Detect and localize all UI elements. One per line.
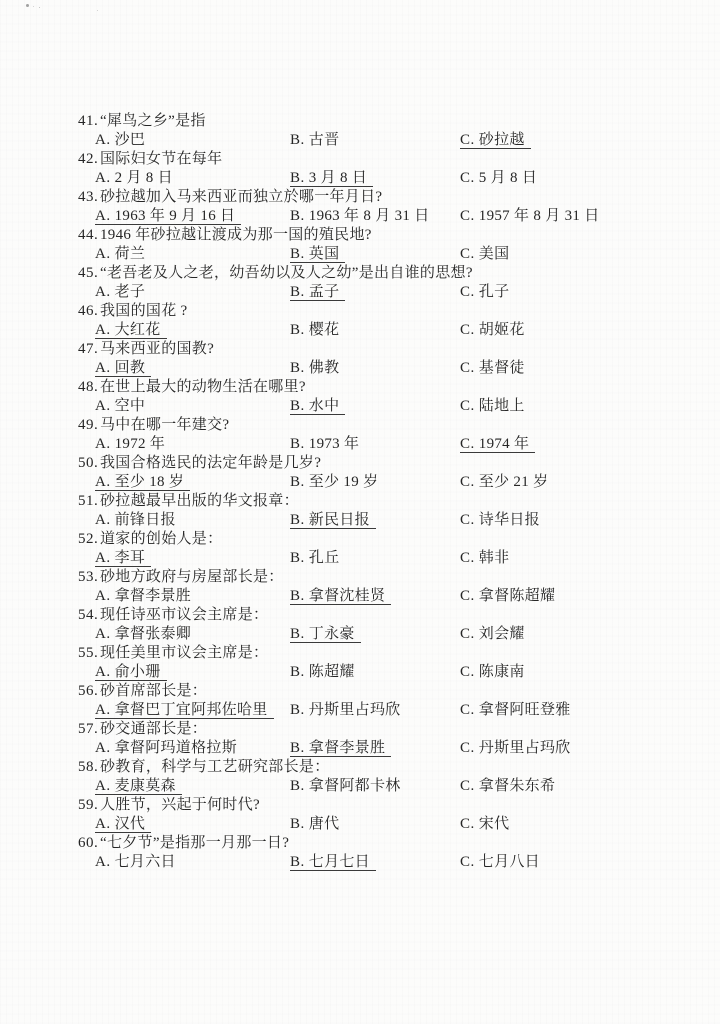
question-item [0, 416, 720, 454]
option-c-text: 5 月 8 日 [478, 170, 538, 186]
question-text: 马中在哪一年建交? [100, 417, 230, 433]
question-item [0, 606, 720, 644]
option-b-text: 1963 年 8 月 31 日 [308, 208, 430, 224]
options-row [0, 511, 720, 530]
options-row [0, 549, 720, 568]
option-a [95, 207, 290, 226]
option-c [460, 321, 720, 340]
question-item [0, 340, 720, 378]
option-c [460, 245, 720, 264]
option-b-label: B. [290, 474, 305, 490]
question-line [0, 188, 720, 207]
question-number: 56. [78, 683, 99, 699]
option-b [290, 321, 460, 340]
question-text: 砂拉越加入马来西亚而独立於哪一年月日? [100, 189, 383, 205]
option-b-label: B. [290, 702, 305, 718]
option-a [95, 587, 290, 606]
option-b-text: 陈超耀 [308, 664, 355, 680]
option-a-label: A. [95, 246, 111, 262]
question-text: 砂拉越最早出版的华文报章： [100, 493, 299, 509]
question-text: “犀鸟之乡”是指 [100, 113, 206, 129]
option-b-text: 拿督李景胜 [308, 740, 386, 756]
option-a-label: A. [95, 550, 111, 566]
option-a-text: 至少 18 岁 [114, 474, 185, 490]
option-b [290, 625, 460, 644]
option-b [290, 511, 460, 530]
question-line [0, 302, 720, 321]
question-text: 现任美里市议会主席是： [100, 645, 269, 661]
option-a [95, 283, 290, 302]
option-c-label: C. [460, 246, 475, 262]
option-b-label: B. [290, 246, 305, 262]
option-c-text: 宋代 [478, 816, 510, 832]
option-c-text: 诗华日报 [478, 512, 540, 528]
option-b-label: B. [290, 626, 305, 642]
option-b-text: 拿督阿都卡林 [308, 778, 401, 794]
question-number: 54. [78, 607, 99, 623]
question-line [0, 758, 720, 777]
option-a-label: A. [95, 740, 111, 756]
question-number: 59. [78, 797, 99, 813]
options-row [0, 245, 720, 264]
options-row [0, 587, 720, 606]
question-line [0, 644, 720, 663]
option-c [460, 777, 720, 796]
question-number: 57. [78, 721, 99, 737]
option-a [95, 853, 290, 872]
option-c-text: 1974 年 [478, 436, 530, 452]
option-c-label: C. [460, 854, 475, 870]
option-a-text: 麦康莫森 [114, 778, 176, 794]
question-item [0, 796, 720, 834]
option-c-label: C. [460, 436, 475, 452]
question-text: 在世上最大的动物生活在哪里? [100, 379, 306, 395]
question-item [0, 758, 720, 796]
question-number: 50. [78, 455, 99, 471]
option-c [460, 587, 720, 606]
option-b-text: 唐代 [308, 816, 340, 832]
option-b [290, 397, 460, 416]
question-item [0, 834, 720, 872]
option-a-label: A. [95, 854, 111, 870]
option-c-text: 美国 [478, 246, 510, 262]
option-a-text: 拿督阿玛道格拉斯 [114, 740, 237, 756]
question-line [0, 606, 720, 625]
option-c [460, 701, 720, 720]
option-c-label: C. [460, 170, 475, 186]
question-line [0, 226, 720, 245]
option-a-label: A. [95, 778, 111, 794]
question-line [0, 568, 720, 587]
option-b [290, 701, 460, 720]
option-b-label: B. [290, 588, 305, 604]
option-a-text: 老子 [114, 284, 146, 300]
option-a-label: A. [95, 398, 111, 414]
question-line [0, 340, 720, 359]
options-row [0, 777, 720, 796]
option-a [95, 663, 290, 682]
question-text: 砂首席部长是： [100, 683, 208, 699]
question-number: 58. [78, 759, 99, 775]
question-line [0, 264, 720, 283]
options-row [0, 169, 720, 188]
option-a-text: 回教 [114, 360, 146, 376]
option-b-label: B. [290, 664, 305, 680]
option-a-label: A. [95, 322, 111, 338]
option-a [95, 435, 290, 454]
option-a [95, 131, 290, 150]
question-list [0, 112, 720, 872]
option-c-label: C. [460, 284, 475, 300]
option-b-label: B. [290, 208, 305, 224]
option-b-label: B. [290, 436, 305, 452]
option-c-text: 丹斯里占玛欣 [478, 740, 571, 756]
options-row [0, 359, 720, 378]
option-c-text: 孔子 [478, 284, 510, 300]
options-row [0, 131, 720, 150]
options-row [0, 739, 720, 758]
question-item [0, 530, 720, 568]
option-b-label: B. [290, 816, 305, 832]
option-b [290, 131, 460, 150]
option-a-text: 七月六日 [114, 854, 176, 870]
option-a-text: 1972 年 [114, 436, 166, 452]
option-a-label: A. [95, 474, 111, 490]
question-number: 49. [78, 417, 99, 433]
option-a-text: 拿督巴丁宜阿邦佐哈里 [114, 702, 268, 718]
question-number: 45. [78, 265, 99, 281]
option-a [95, 701, 290, 720]
option-c-text: 韩非 [478, 550, 510, 566]
option-a-label: A. [95, 626, 111, 642]
option-a-text: 汉代 [114, 816, 146, 832]
option-c-label: C. [460, 816, 475, 832]
question-item [0, 302, 720, 340]
option-c [460, 207, 720, 226]
option-c [460, 815, 720, 834]
option-b-label: B. [290, 398, 305, 414]
option-b [290, 245, 460, 264]
option-c [460, 397, 720, 416]
option-c [460, 511, 720, 530]
option-c-text: 刘会耀 [478, 626, 525, 642]
option-c-label: C. [460, 132, 475, 148]
option-c-text: 七月八日 [478, 854, 540, 870]
options-row [0, 321, 720, 340]
option-a-text: 李耳 [114, 550, 146, 566]
option-c-text: 1957 年 8 月 31 日 [478, 208, 600, 224]
option-b [290, 435, 460, 454]
option-a [95, 549, 290, 568]
options-row [0, 283, 720, 302]
question-number: 52. [78, 531, 99, 547]
option-c [460, 625, 720, 644]
option-b-text: 丹斯里占玛欣 [308, 702, 401, 718]
option-b-text: 七月七日 [308, 854, 370, 870]
question-text: 我国合格选民的法定年龄是几岁? [100, 455, 322, 471]
options-row [0, 815, 720, 834]
option-c-text: 至少 21 岁 [478, 474, 549, 490]
option-b-text: 丁永豪 [308, 626, 355, 642]
question-line [0, 834, 720, 853]
option-c [460, 473, 720, 492]
option-a-text: 空中 [114, 398, 146, 414]
options-row [0, 473, 720, 492]
option-b-label: B. [290, 740, 305, 756]
option-c-text: 陆地上 [478, 398, 525, 414]
question-text: 砂交通部长是： [100, 721, 208, 737]
option-a-text: 拿督李景胜 [114, 588, 192, 604]
scan-artifact [26, 4, 29, 7]
question-text: 马来西亚的国教? [100, 341, 215, 357]
question-text: 现任诗巫市议会主席是： [100, 607, 269, 623]
question-text: 道家的创始人是： [100, 531, 223, 547]
option-b-text: 拿督沈桂贤 [308, 588, 386, 604]
option-a-text: 大红花 [114, 322, 161, 338]
option-a [95, 625, 290, 644]
option-a-label: A. [95, 702, 111, 718]
option-b-text: 孔丘 [308, 550, 340, 566]
question-number: 42. [78, 151, 99, 167]
option-b [290, 549, 460, 568]
option-a-label: A. [95, 132, 111, 148]
question-item [0, 454, 720, 492]
question-item [0, 720, 720, 758]
option-a-text: 沙巴 [114, 132, 146, 148]
option-c [460, 169, 720, 188]
option-a-label: A. [95, 360, 111, 376]
question-line [0, 112, 720, 131]
question-number: 47. [78, 341, 99, 357]
option-c-label: C. [460, 398, 475, 414]
option-b-label: B. [290, 512, 305, 528]
option-c-text: 砂拉越 [478, 132, 525, 148]
question-number: 51. [78, 493, 99, 509]
options-row [0, 625, 720, 644]
option-a [95, 815, 290, 834]
question-item [0, 568, 720, 606]
question-line [0, 796, 720, 815]
option-b-text: 1973 年 [308, 436, 360, 452]
option-c-label: C. [460, 360, 475, 376]
option-c-text: 拿督阿旺登雅 [478, 702, 571, 718]
question-item [0, 150, 720, 188]
question-line [0, 682, 720, 701]
option-b-text: 3 月 8 日 [308, 170, 368, 186]
option-a-text: 俞小珊 [114, 664, 161, 680]
question-item [0, 112, 720, 150]
option-a [95, 245, 290, 264]
option-c-label: C. [460, 702, 475, 718]
question-number: 44. [78, 227, 99, 243]
option-b-label: B. [290, 360, 305, 376]
question-text: “老吾老及人之老，幼吾幼以及人之幼”是出自谁的思想? [100, 265, 473, 281]
option-a-text: 前锋日报 [114, 512, 176, 528]
question-text: 砂地方政府与房屋部长是： [100, 569, 284, 585]
option-b-label: B. [290, 132, 305, 148]
option-c [460, 283, 720, 302]
question-line [0, 150, 720, 169]
option-c-text: 胡姬花 [478, 322, 525, 338]
option-c-label: C. [460, 664, 475, 680]
option-a-text: 拿督张泰卿 [114, 626, 192, 642]
question-number: 41. [78, 113, 99, 129]
option-b-label: B. [290, 778, 305, 794]
option-b [290, 587, 460, 606]
option-a [95, 169, 290, 188]
question-item [0, 492, 720, 530]
option-b [290, 777, 460, 796]
option-b [290, 473, 460, 492]
question-number: 48. [78, 379, 99, 395]
question-line [0, 454, 720, 473]
option-c-label: C. [460, 626, 475, 642]
option-b-text: 佛教 [308, 360, 340, 376]
option-b-text: 英国 [308, 246, 340, 262]
option-a [95, 397, 290, 416]
option-b-label: B. [290, 284, 305, 300]
option-a-label: A. [95, 588, 111, 604]
option-c-label: C. [460, 322, 475, 338]
option-b [290, 207, 460, 226]
question-text: “七夕节”是指那一月那一日? [100, 835, 290, 851]
option-c [460, 853, 720, 872]
option-c [460, 435, 720, 454]
option-b [290, 359, 460, 378]
option-b [290, 853, 460, 872]
options-row [0, 701, 720, 720]
option-b [290, 739, 460, 758]
option-c-label: C. [460, 778, 475, 794]
option-c-label: C. [460, 550, 475, 566]
option-a [95, 321, 290, 340]
options-row [0, 207, 720, 226]
question-item [0, 226, 720, 264]
option-a [95, 359, 290, 378]
option-c [460, 359, 720, 378]
question-text: 国际妇女节在每年 [100, 151, 223, 167]
option-b-text: 水中 [308, 398, 340, 414]
question-text: 人胜节，兴起于何时代? [100, 797, 260, 813]
option-c [460, 131, 720, 150]
question-text: 1946 年砂拉越让渡成为那一国的殖民地? [100, 227, 372, 243]
question-line [0, 720, 720, 739]
options-row [0, 435, 720, 454]
option-b [290, 283, 460, 302]
option-b-label: B. [290, 854, 305, 870]
option-c [460, 549, 720, 568]
option-a-label: A. [95, 436, 111, 452]
option-a-label: A. [95, 170, 111, 186]
option-a-label: A. [95, 816, 111, 832]
option-c-label: C. [460, 588, 475, 604]
question-line [0, 492, 720, 511]
option-a-text: 2 月 8 日 [114, 170, 173, 186]
question-item [0, 188, 720, 226]
option-c-text: 陈康南 [478, 664, 525, 680]
option-a-label: A. [95, 512, 111, 528]
question-text: 我国的国花 ? [100, 303, 188, 319]
option-b-text: 孟子 [308, 284, 340, 300]
question-number: 46. [78, 303, 99, 319]
option-a [95, 777, 290, 796]
options-row [0, 663, 720, 682]
option-b-label: B. [290, 322, 305, 338]
option-b [290, 815, 460, 834]
option-b [290, 169, 460, 188]
options-row [0, 397, 720, 416]
question-line [0, 416, 720, 435]
option-c-label: C. [460, 474, 475, 490]
option-a-text: 荷兰 [114, 246, 146, 262]
option-c [460, 663, 720, 682]
question-number: 55. [78, 645, 99, 661]
option-a-label: A. [95, 284, 111, 300]
question-number: 53. [78, 569, 99, 585]
question-line [0, 530, 720, 549]
options-row [0, 853, 720, 872]
option-a-label: A. [95, 208, 111, 224]
question-line [0, 378, 720, 397]
question-number: 43. [78, 189, 99, 205]
option-c-text: 拿督陈超耀 [478, 588, 556, 604]
option-a [95, 511, 290, 530]
option-a-text: 1963 年 9 月 16 日 [114, 208, 236, 224]
question-item [0, 264, 720, 302]
option-c-text: 拿督朱东希 [478, 778, 556, 794]
question-number: 60. [78, 835, 99, 851]
option-c-label: C. [460, 512, 475, 528]
question-item [0, 378, 720, 416]
option-a [95, 739, 290, 758]
option-b-text: 古晋 [308, 132, 340, 148]
option-c [460, 739, 720, 758]
option-c-label: C. [460, 208, 475, 224]
option-c-label: C. [460, 740, 475, 756]
option-b-text: 至少 19 岁 [308, 474, 379, 490]
question-text: 砂教育，科学与工艺研究部长是： [100, 759, 330, 775]
option-a [95, 473, 290, 492]
option-b [290, 663, 460, 682]
question-item [0, 682, 720, 720]
option-c-text: 基督徒 [478, 360, 525, 376]
option-b-label: B. [290, 170, 305, 186]
option-b-text: 新民日报 [308, 512, 370, 528]
question-item [0, 644, 720, 682]
option-a-label: A. [95, 664, 111, 680]
option-b-text: 樱花 [308, 322, 340, 338]
option-b-label: B. [290, 550, 305, 566]
